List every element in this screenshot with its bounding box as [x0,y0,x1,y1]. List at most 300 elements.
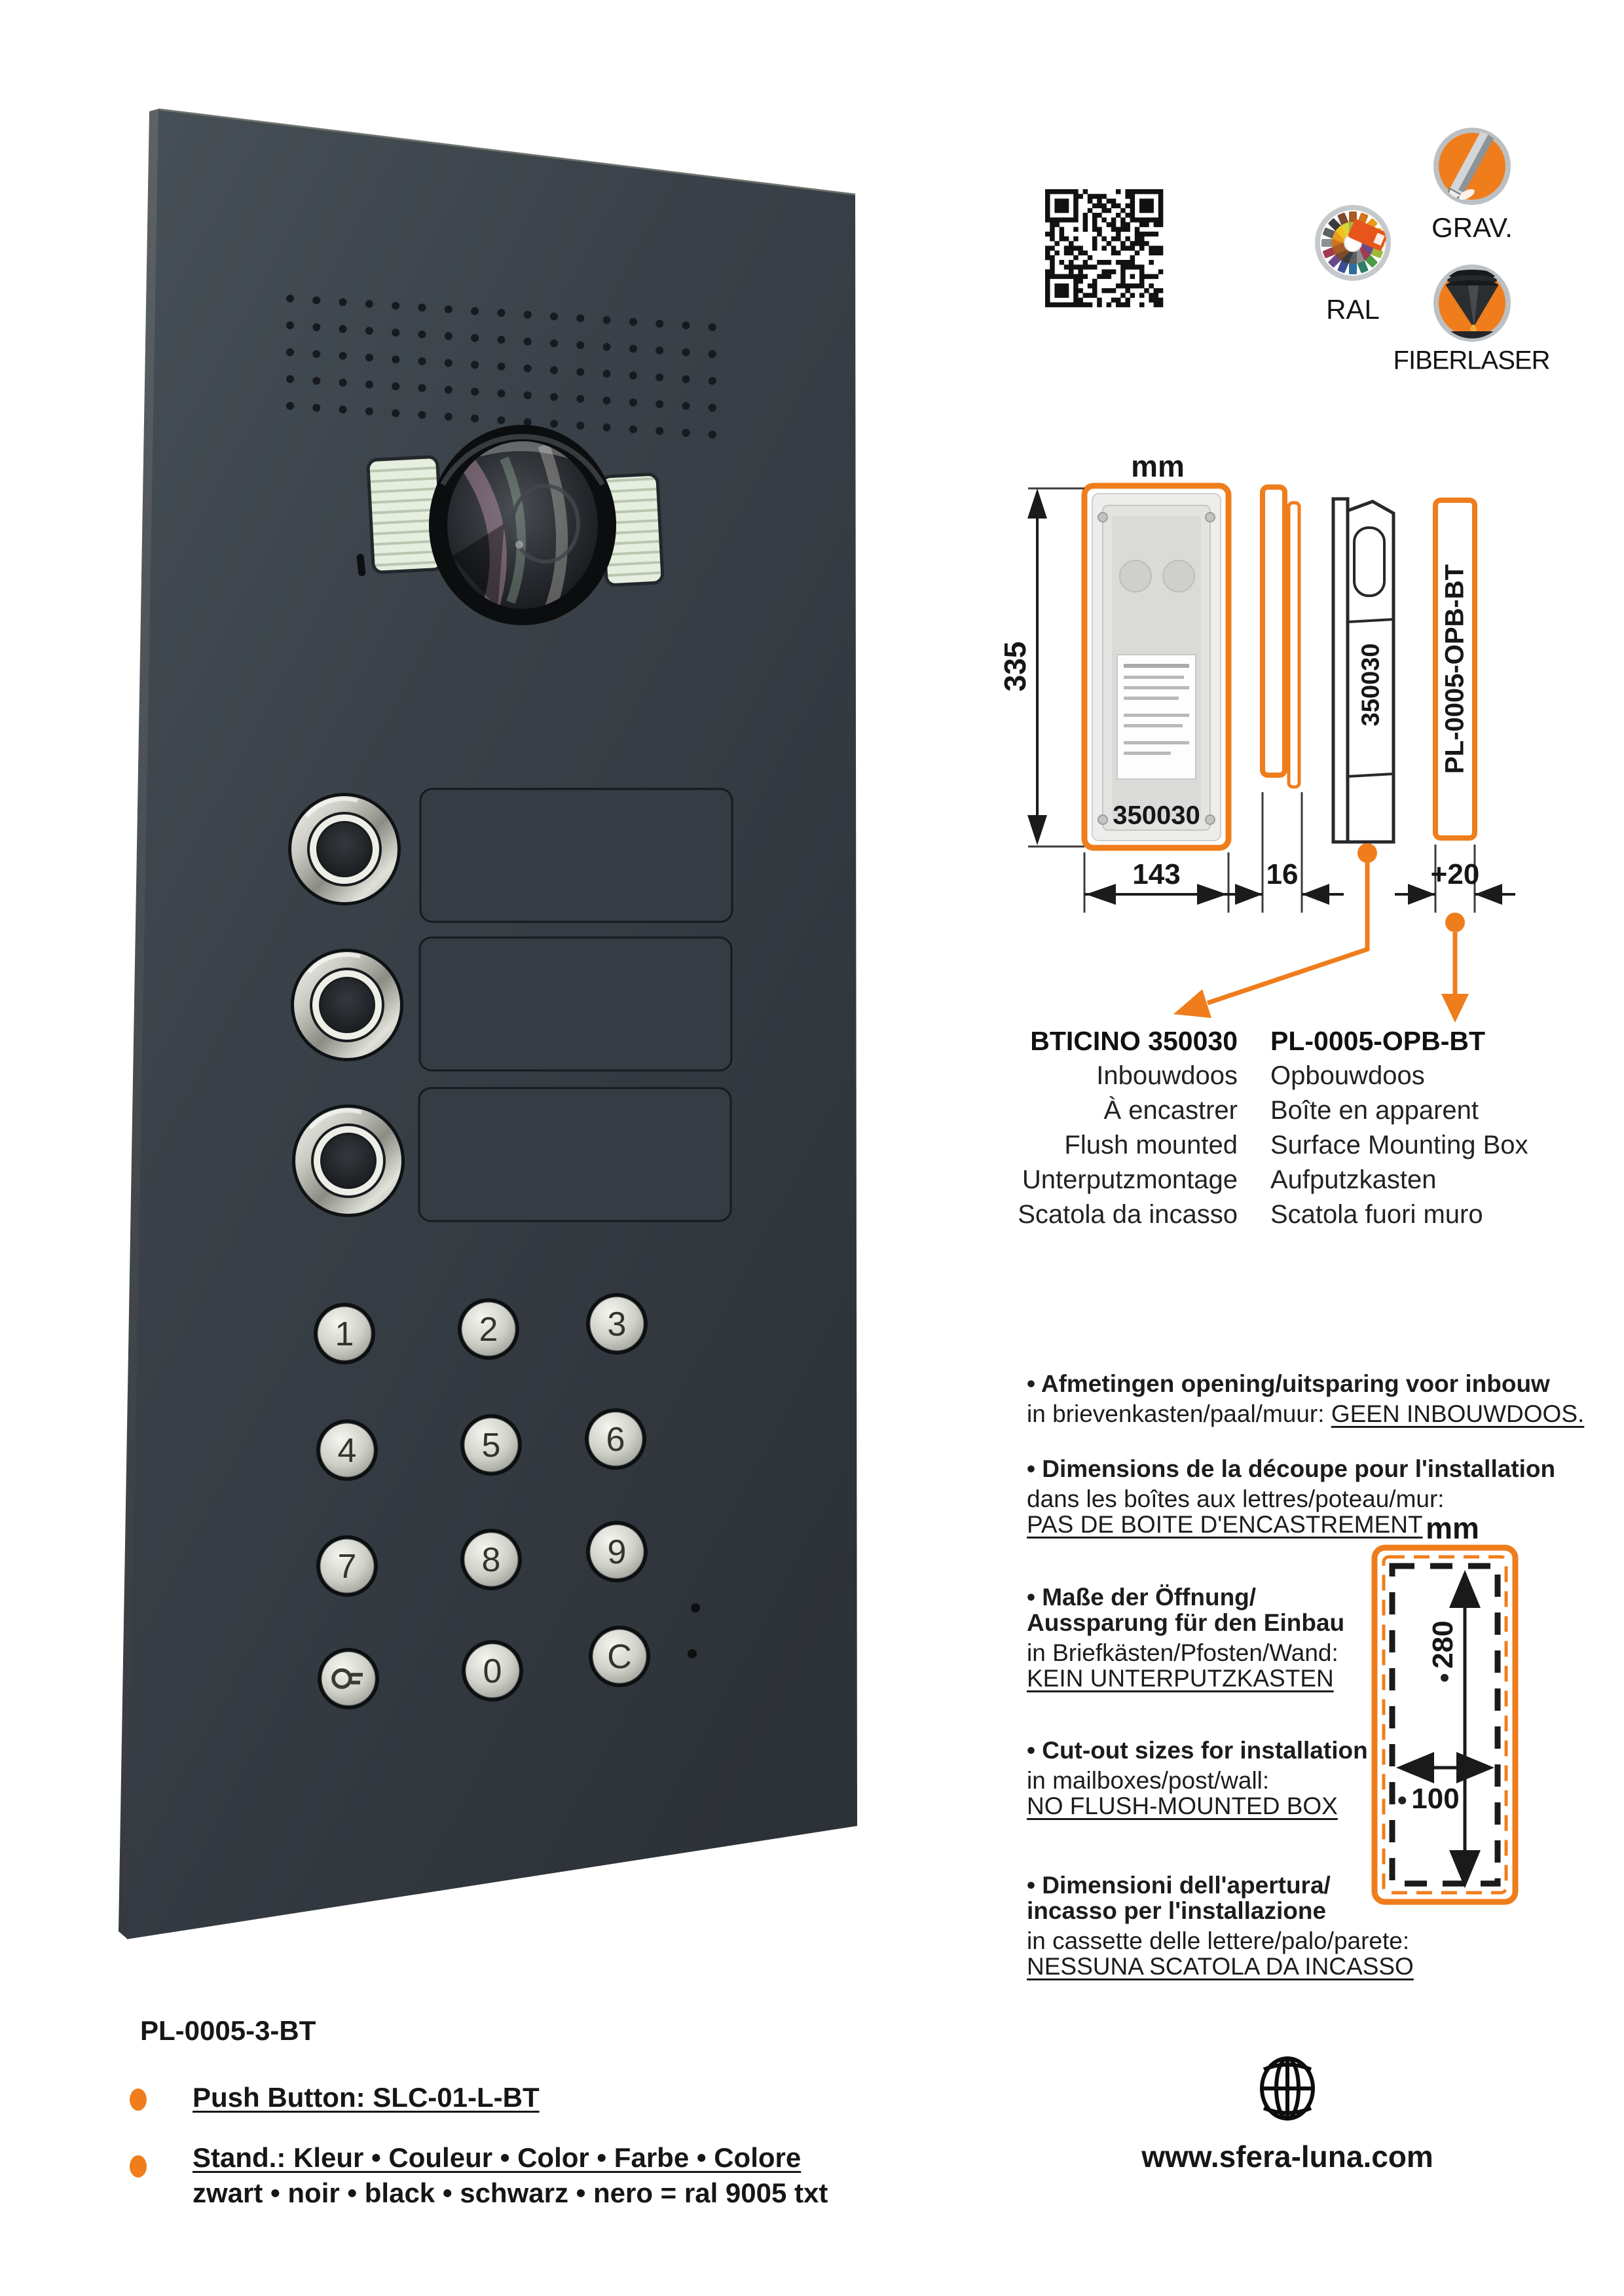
qr-module [1158,222,1164,227]
grille-hole [339,299,347,306]
qr-module [1107,241,1112,246]
cutout-info-block [1027,1872,1414,1979]
qr-module [1139,222,1145,227]
grille-hole [576,422,584,429]
qr-module [1101,236,1107,242]
qr-module [1158,251,1164,256]
qr-module [1097,213,1102,218]
qr-module [1111,227,1116,232]
qr-module [1045,213,1050,218]
grille-hole [286,321,294,329]
qr-module [1139,208,1145,213]
qr-module [1050,269,1055,274]
qr-module [1054,204,1060,209]
qr-module [1064,302,1069,308]
cutout-underline-line [1027,1954,1414,1979]
qr-module [1069,264,1074,270]
qr-module [1120,279,1126,284]
qr-module [1060,274,1065,280]
qr-module [1092,246,1098,251]
qr-module [1158,189,1164,194]
grille-hole [550,393,558,401]
globe-icon [1262,2058,1313,2119]
grille-hole [497,416,505,424]
mounting-line: Inbouwdoos [1096,1061,1238,1090]
qr-module [1116,232,1121,237]
bullet-dot [1441,1674,1449,1682]
keypad-key-label: 4 [337,1432,357,1470]
qr-module [1097,298,1102,303]
qr-module [1116,302,1121,308]
qr-module [1097,232,1102,237]
qr-module [1054,198,1060,204]
qr-module [1054,222,1060,227]
qr-module [1154,298,1159,303]
qr-module [1125,298,1130,303]
qr-module [1054,293,1060,298]
qr-module [1116,189,1121,194]
qr-module [1097,204,1102,209]
qr-module [1083,217,1088,223]
qr-module [1149,293,1154,298]
qr-module [1069,302,1074,308]
qr-module [1045,269,1050,274]
qr-module [1125,264,1130,270]
grille-hole [339,379,347,387]
grille-hole [312,323,320,331]
qr-module [1045,217,1050,223]
grille-hole [550,420,558,428]
grille-hole [365,380,373,388]
keypad-key-7 [316,1535,378,1597]
qr-module [1130,198,1135,204]
qr-module [1120,246,1126,251]
flush-box-code: 350030 [1113,801,1200,830]
grille-hole [339,406,347,414]
cutout-underline-line [1027,1793,1368,1819]
qr-module [1045,232,1050,237]
grille-hole [603,370,611,378]
grille-hole [445,386,452,393]
qr-module [1054,288,1060,293]
qr-module [1125,302,1130,308]
qr-module [1078,298,1083,303]
qr-module [1069,269,1074,274]
ral-badge-label: RAL [1326,294,1380,325]
qr-module [1073,298,1079,303]
cutout-body-text: dans les boîtes aux lettres/poteau/mur: [1027,1485,1445,1512]
qr-module [1101,288,1107,293]
flush-box-code-side: 350030 [1357,643,1385,727]
grille-hole [392,382,399,390]
qr-module [1154,293,1159,298]
grille-hole [286,295,294,302]
qr-module [1045,298,1050,303]
qr-module [1088,198,1093,204]
bullet-dot [1398,1796,1406,1804]
qr-module [1064,274,1069,280]
keypad-key-label: 1 [335,1315,354,1353]
qr-module [1116,298,1121,303]
qr-module [1149,208,1154,213]
qr-module [1111,269,1116,274]
grille-hole [312,297,320,304]
qr-module [1064,283,1069,289]
grille-hole [286,402,294,410]
qr-module [1045,255,1050,261]
qr-module [1144,222,1149,227]
qr-module [1158,194,1164,199]
grille-hole [392,409,399,417]
qr-module [1088,293,1093,298]
flush-box-photo [1092,494,1221,841]
keypad-key-label: 0 [483,1652,502,1690]
grille-hole [471,307,479,315]
qr-module [1050,232,1055,237]
nameplate [420,938,731,1070]
qr-module [1158,204,1164,209]
surface-mounting-column [1270,1024,1528,1232]
keypad-key-label: 9 [607,1533,627,1571]
grille-hole [603,316,611,324]
fiberlaser-badge-label: FIBERLASER [1393,346,1550,375]
qr-module [1154,302,1159,308]
qr-module [1120,269,1126,274]
qr-module [1060,293,1065,298]
keypad-key-label: 5 [481,1427,501,1465]
grille-hole [286,375,294,383]
grille-hole [655,427,663,435]
qr-module [1092,227,1098,232]
qr-module [1073,236,1079,242]
mounting-line: À encastrer [1103,1096,1238,1125]
qr-module [1111,288,1116,293]
qr-module [1149,232,1154,237]
qr-module [1130,260,1135,265]
grille-hole [418,304,426,312]
qr-module [1125,288,1130,293]
orange-bullet [130,2088,147,2111]
qr-module [1154,274,1159,280]
qr-module [1158,288,1164,293]
keypad-key-C [589,1626,650,1687]
qr-module [1125,189,1130,194]
keypad-key-label: C [607,1638,632,1676]
qr-module [1045,283,1050,289]
qr-module [1088,264,1093,270]
drawing-height-label: 335 [998,641,1032,692]
qr-module [1054,251,1060,256]
qr-module [1107,302,1112,308]
qr-module [1135,283,1140,289]
qr-module [1078,274,1083,280]
grille-hole [524,365,532,373]
website-link[interactable]: www.sfera-luna.com [1141,2140,1433,2174]
mounting-line: Opbouwdoos [1270,1061,1425,1090]
qr-module [1050,264,1055,270]
qr-module [1149,298,1154,303]
bell-button [292,1104,405,1217]
keypad-key-9 [586,1521,648,1582]
bell-button [288,793,401,905]
product-model-label: PL-0005-3-BT [140,2015,316,2046]
qr-module [1125,246,1130,251]
qr-module [1107,222,1112,227]
qr-code [1040,184,1168,312]
cutout-body-text: in Briefkästen/Pfosten/Wand: [1027,1639,1338,1666]
drawing-depth-label: 16 [1266,858,1299,890]
qr-module [1107,208,1112,213]
qr-module [1064,246,1069,251]
qr-module [1073,264,1079,270]
nameplate [419,1088,731,1221]
qr-module [1050,189,1055,194]
qr-module [1083,274,1088,280]
qr-module [1097,302,1102,308]
grille-hole [471,414,479,422]
qr-module [1120,217,1126,223]
keypad-key-label: 8 [481,1541,501,1579]
qr-module [1073,246,1079,251]
qr-module [1154,189,1159,194]
keypad-key-2 [458,1298,519,1360]
grille-hole [682,348,690,356]
qr-module [1149,204,1154,209]
qr-module [1107,269,1112,274]
qr-module [1069,241,1074,246]
qr-module [1083,251,1088,256]
grille-hole [524,311,532,319]
qr-module [1088,302,1093,308]
grille-hole [365,354,373,361]
cutout-outer-frame [1375,1548,1515,1902]
qr-module [1050,274,1055,280]
qr-module [1064,208,1069,213]
qr-module [1120,227,1126,232]
grille-hole [524,418,532,426]
grille-hole [629,318,637,326]
keypad-key-label: 6 [606,1421,625,1459]
cutout-size-box [1375,1548,1515,1902]
qr-module [1073,213,1079,218]
grille-hole [471,361,479,369]
qr-module [1073,279,1079,284]
qr-module [1078,194,1083,199]
mounting-line: Unterputzmontage [1022,1165,1238,1194]
grille-hole [445,332,452,340]
qr-module [1054,189,1060,194]
cutout-heading-line: • Maße der Öffnung/ [1027,1584,1257,1611]
qr-module [1045,302,1050,308]
qr-module [1158,269,1164,274]
cutout-underlined-text: NO FLUSH-MOUNTED BOX [1027,1793,1338,1819]
qr-module [1154,246,1159,251]
qr-module [1069,260,1074,265]
qr-module [1060,260,1065,265]
qr-module [1050,246,1055,251]
qr-module [1073,208,1079,213]
qr-module [1078,264,1083,270]
grille-hole [709,350,716,358]
qr-module [1135,232,1140,237]
qr-module [1158,198,1164,204]
standard-colors-line1: Stand.: Kleur • Couleur • Color • Farbe • Colore [193,2142,802,2173]
cutout-body-line [1027,1928,1414,1954]
qr-module [1069,189,1074,194]
qr-module [1060,189,1065,194]
qr-module [1139,283,1145,289]
grille-hole [550,339,558,347]
qr-module [1154,217,1159,223]
qr-module [1130,194,1135,199]
qr-module [1088,208,1093,213]
mounting-title: BTICINO 350030 [1030,1026,1238,1056]
drawing-surface-depth-label: +20 [1430,858,1480,890]
qr-module [1101,269,1107,274]
qr-module [1111,217,1116,223]
grille-hole [339,325,347,333]
cutout-height-label: 280 [1427,1620,1460,1681]
qr-module [1088,255,1093,261]
qr-module [1125,260,1130,265]
qr-module [1069,246,1074,251]
qr-module [1060,283,1065,289]
qr-module [1101,217,1107,223]
grille-hole [655,400,663,408]
qr-module [1078,246,1083,251]
qr-module [1101,260,1107,265]
grille-hole [497,390,505,397]
flush-mounting-column [1018,1024,1238,1232]
mounting-title: PL-0005-OPB-BT [1270,1026,1486,1056]
qr-module [1125,283,1130,289]
qr-module [1064,189,1069,194]
qr-module [1120,208,1126,213]
grille-hole [655,319,663,327]
grille-hole [576,314,584,322]
qr-module [1045,293,1050,298]
grille-hole [709,377,716,385]
cutout-body-line [1027,1640,1344,1666]
grille-hole [603,397,611,405]
qr-module [1054,208,1060,213]
qr-module [1125,236,1130,242]
cutout-heading-line: • Cut-out sizes for installation [1027,1737,1368,1764]
qr-module [1092,213,1098,218]
cutout-heading-line: • Afmetingen opening/uitsparing voor inbouw [1027,1370,1550,1397]
qr-module [1158,208,1164,213]
qr-module [1130,189,1135,194]
qr-module [1083,264,1088,270]
qr-module [1045,288,1050,293]
cutout-underlined-text: GEEN INBOUWDOOS. [1331,1400,1585,1427]
qr-module [1120,283,1126,289]
qr-module [1125,213,1130,218]
qr-module [1092,236,1098,242]
cutout-info-block [1027,1584,1344,1691]
grille-hole [709,431,716,439]
qr-module [1054,217,1060,223]
qr-module [1101,194,1107,199]
keypad-key-label: 3 [607,1305,627,1343]
grille-hole [497,363,505,371]
keypad-key-5 [460,1414,522,1476]
qr-module [1107,274,1112,280]
status-led-dot [691,1603,700,1613]
qr-module [1064,288,1069,293]
qr-module [1054,274,1060,280]
qr-module [1069,274,1074,280]
grille-hole [445,412,452,420]
mounting-line: Scatola fuori muro [1270,1200,1483,1229]
qr-module [1135,227,1140,232]
mounting-line: Flush mounted [1064,1131,1238,1159]
qr-module [1050,217,1055,223]
qr-module [1139,241,1145,246]
cutout-info-block [1027,1371,1584,1427]
qr-module [1139,246,1145,251]
qr-module [1092,283,1098,289]
qr-module [1050,222,1055,227]
mounting-line: Boîte en apparent [1270,1096,1479,1125]
qr-module [1083,260,1088,265]
qr-module [1144,217,1149,223]
qr-module [1149,198,1154,204]
qr-module [1045,194,1050,199]
grille-hole [312,350,320,358]
qr-module [1130,241,1135,246]
qr-module [1092,264,1098,270]
grille-hole [550,366,558,374]
cutout-heading-line: • Dimensioni dell'apertura/ [1027,1872,1331,1899]
qr-module [1130,217,1135,223]
qr-module [1060,232,1065,237]
qr-module [1111,198,1116,204]
qr-module [1130,283,1135,289]
qr-module [1064,217,1069,223]
qr-module [1125,222,1130,227]
grille-hole [418,411,426,419]
qr-module [1088,283,1093,289]
cutout-underlined-text: NESSUNA SCATOLA DA INCASSO [1027,1953,1414,1980]
qr-module [1139,236,1145,242]
bell-button [291,949,403,1061]
grille-hole [524,392,532,399]
grille-hole [392,355,399,363]
qr-module [1130,274,1135,280]
qr-module [1101,274,1107,280]
cutout-body-text: in brievenkasten/paal/muur: [1027,1400,1331,1427]
qr-module [1083,213,1088,218]
qr-module [1149,283,1154,289]
qr-module [1116,260,1121,265]
status-led-dot [688,1649,697,1658]
qr-module [1111,204,1116,209]
qr-module [1158,302,1164,308]
qr-module [1092,217,1098,223]
qr-module [1097,198,1102,204]
qr-module [1111,236,1116,242]
keypad-key-1 [314,1303,375,1364]
qr-module [1125,204,1130,209]
keypad-key-label: 2 [479,1311,498,1349]
grille-hole [418,384,426,392]
qr-module [1107,198,1112,204]
grille-hole [603,343,611,351]
qr-module [1149,260,1154,265]
qr-module [1073,204,1079,209]
keypad-key-3 [586,1293,648,1355]
